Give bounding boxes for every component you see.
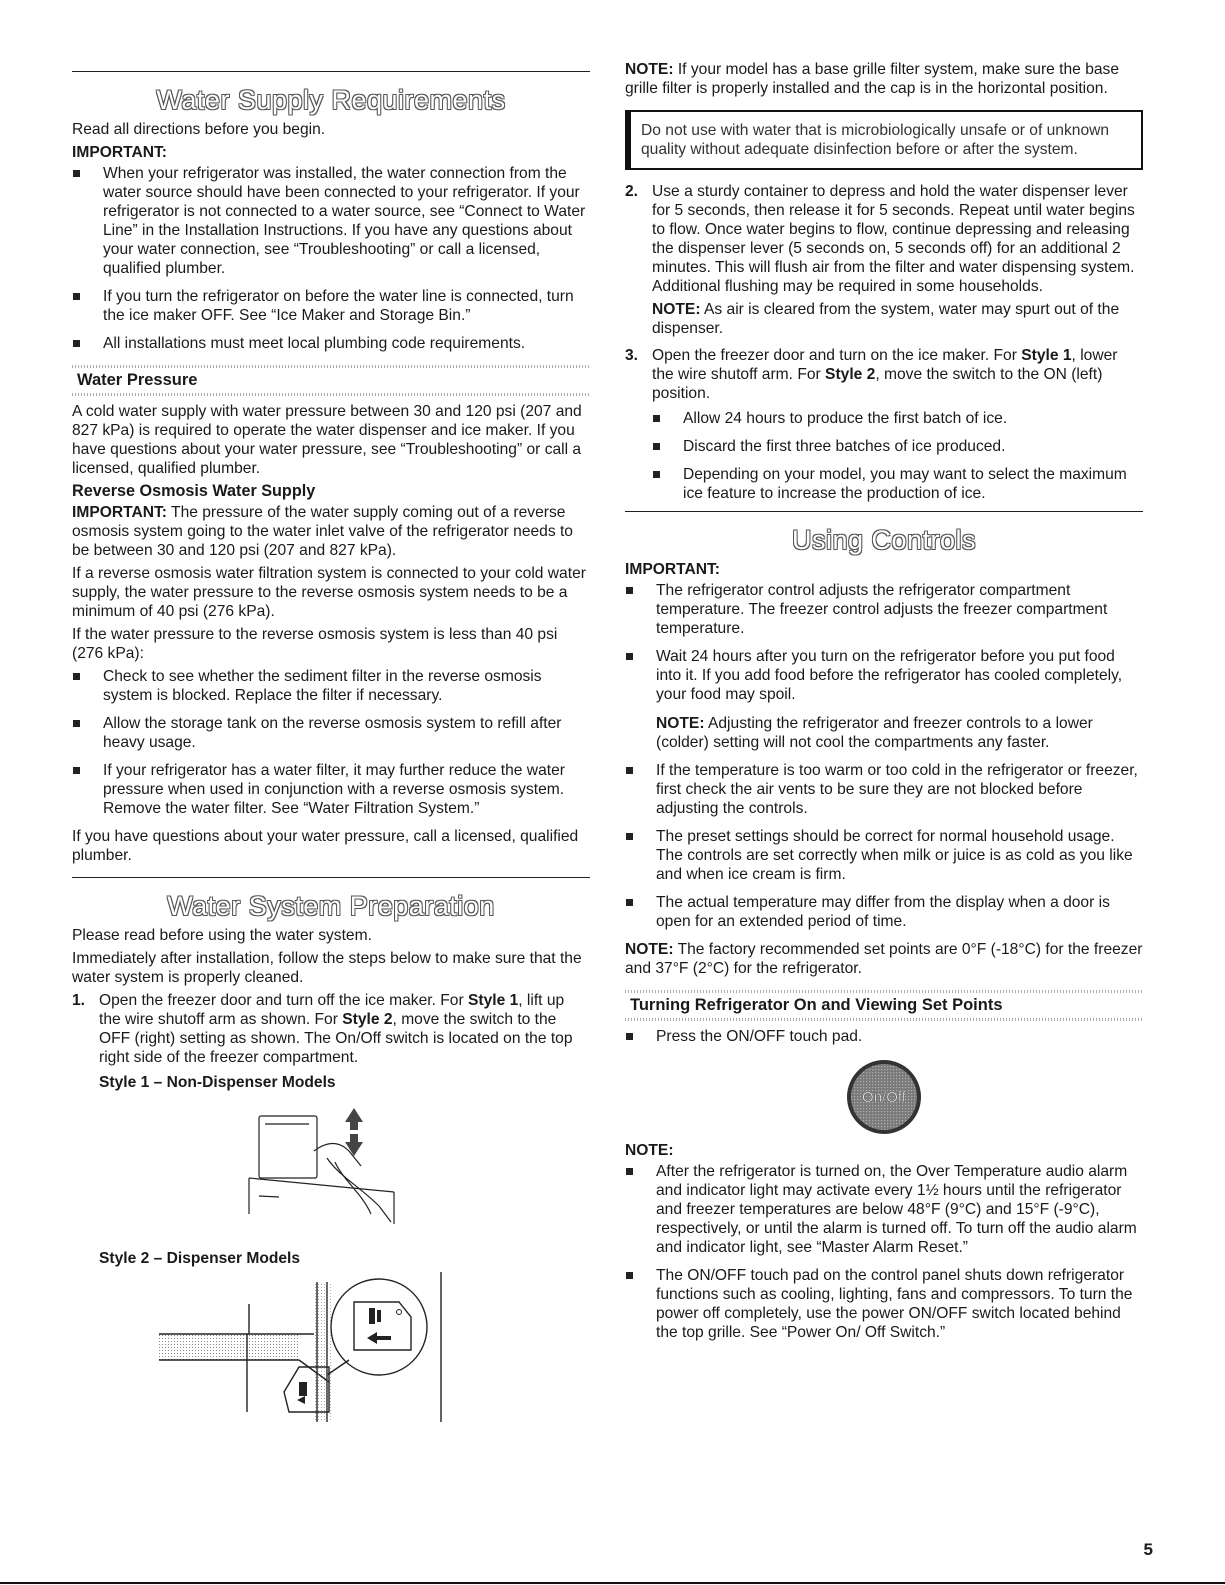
ro-important-text: The pressure of the water supply coming out of a reverse osmosis system going to the water inlet valve of the refrigerator needs to be between 30 and 120 psi (207 and 827 kPa). (72, 504, 573, 559)
note-label: NOTE: (625, 61, 674, 78)
list-item: If the temperature is too warm or too cold in the refrigerator or freezer, first check the air vents to be sure they are not blocked before adjusting the controls. (625, 761, 1143, 818)
water-pressure-p1: A cold water supply with water pressure between 30 and 120 psi (207 and 827 kPa) is required to operate the water dispenser and ice maker. If you have questions about your water pressure, see “Troubleshooting” or call a licensed, qualified plumber. (72, 403, 582, 477)
step-text: Open the freezer door and turn off the ice maker. For (99, 992, 468, 1009)
warning-box: Do not use with water that is microbiologically unsafe or of unknown quality without adequate disinfection before or after the system. (625, 110, 1143, 170)
water-pressure-p3: If the water pressure to the reverse osmosis system is less than 40 psi (276 kPa): (72, 626, 558, 662)
on-off-touch-pad (625, 1055, 1143, 1137)
list-item: After the refrigerator is turned on, the Over Temperature audio alarm and indicator light may activate every 1½ hours until the refrigerator and freezer temperatures are below 48°F (9°C) and 15°F (-9°C), respectively, or until the alarm is turned off. To turn off the audio alarm and indicator light, see “Master Alarm Reset.” (625, 1162, 1143, 1257)
step-style-ref: Style 1 (1021, 347, 1072, 364)
step-note (652, 300, 1143, 338)
list-item: When your refrigerator was installed, the water connection from the water source should have been connected to your refrigerator. If your refrigerator is not connected to a water source, see “Connect to Water Line” in the Installation Instructions. If you have any questions about your water connection, see “Troubleshooting” or call a licensed, qualified plumber. (72, 164, 590, 278)
step-style-ref: Style 2 (342, 1011, 393, 1028)
prep-steps (72, 991, 590, 1422)
list-item: Press the ON/OFF touch pad. (625, 1027, 1143, 1046)
water-pressure-p2: If a reverse osmosis water filtration system is connected to your cold water supply, the water pressure to the reverse osmosis system needs to be a minimum of 40 psi (276 kPa). (72, 565, 586, 620)
ro-important (72, 503, 590, 560)
list-item: All installations must meet local plumbing code requirements. (72, 334, 590, 353)
list-item: The actual temperature may differ from the display when a door is open for an extended period of time. (625, 893, 1143, 931)
style2-illustration (99, 1272, 590, 1422)
step-text-part: Open the freezer door and turn on the ice maker. For (652, 347, 1022, 364)
page-bottom-rule (0, 1582, 1225, 1584)
on-off-label: On/Off (862, 1089, 906, 1106)
section-rule (72, 71, 590, 72)
step-3 (625, 346, 1143, 503)
step-text (652, 346, 1143, 403)
step-style-ref: Style 1 (467, 992, 519, 1009)
step-text: , move the switch to the OFF (right) setting as shown. The On/Off switch is located on the top right side of the freezer compartment. (99, 1011, 573, 1066)
step-2 (625, 182, 1143, 338)
note-text: Adjusting the refrigerator and freezer controls to a lower (colder) setting will not cool the compartments any faster. (656, 715, 1093, 751)
note-text: As air is cleared from the system, water may spurt out of the dispenser. (652, 301, 1120, 337)
important-label: IMPORTANT: (72, 144, 167, 161)
turning-on-heading: Turning Refrigerator On and Viewing Set Points (625, 990, 1143, 1021)
section-rule (625, 511, 1143, 512)
water-supply-intro: Read all directions before you begin. (72, 121, 326, 138)
water-system-prep-title: Water System Preparation (167, 891, 495, 921)
style1-illustration (99, 1096, 590, 1231)
list-item (625, 647, 1143, 752)
section-rule (72, 877, 590, 878)
step-1 (72, 991, 590, 1422)
step-text-part: , move the switch to the ON (left) position. (652, 366, 1103, 402)
step-number: 2. (625, 183, 639, 200)
step-text-part: , lower the wire shutoff arm. For (652, 347, 1118, 383)
list-item-text: Wait 24 hours after you turn on the refrigerator before you put food into it. If you add food before the refrigerator has cooled completely, your food may spoil. (656, 648, 1123, 703)
list-item: The refrigerator control adjusts the refrigerator compartment temperature. The freezer control adjusts the freezer compartment temperature. (625, 581, 1143, 638)
note-label: NOTE: (625, 1142, 674, 1159)
prep-steps-continued (625, 182, 1143, 503)
important-label: IMPORTANT: (625, 561, 720, 578)
style1-label: Style 1 – Non-Dispenser Models (99, 1074, 336, 1091)
ro-important-label: IMPORTANT: (72, 504, 167, 521)
style2-label: Style 2 – Dispenser Models (99, 1250, 301, 1267)
note-label: NOTE: (656, 715, 705, 732)
step-number: 3. (625, 347, 639, 364)
list-item: If your refrigerator has a water filter, it may further reduce the water pressure when used in conjunction with a reverse osmosis system. Remove the water filter. See “Water Filtration System.” (72, 761, 590, 818)
ro-bullets (72, 667, 590, 818)
step-text: Use a sturdy container to depress and hold the water dispenser lever for 5 seconds, then release it for 5 seconds. Repeat until water begins to flow. Once water begins to flow, continue depressing and releasing the dispenser lever (5 seconds on, 5 seconds off) for an additional 2 minutes. This will flush air from the filter and water dispensing system. Additional flushing may be required in some households. (652, 183, 1135, 295)
step-style-ref: Style 2 (825, 366, 876, 383)
list-item: Allow the storage tank on the reverse osmosis system to refill after heavy usage. (72, 714, 590, 752)
list-item: The preset settings should be correct for normal household usage. The controls are set correctly when milk or juice is as cold as you like and when ice cream is firm. (625, 827, 1143, 884)
list-item: Depending on your model, you may want to select the maximum ice feature to increase the production of ice. (652, 465, 1143, 503)
water-supply-title: Water Supply Requirements (156, 85, 506, 115)
reverse-osmosis-heading: Reverse Osmosis Water Supply (72, 482, 316, 500)
controls-note (656, 714, 1143, 752)
list-item: Discard the first three batches of ice produced. (652, 437, 1143, 456)
step3-bullets (652, 409, 1143, 503)
using-controls-title: Using Controls (791, 525, 977, 555)
note-text: The factory recommended set points are 0°F (-18°C) for the freezer and 37°F (2°C) for the refrigerator. (625, 941, 1143, 977)
water-pressure-p4: If you have questions about your water pressure, call a licensed, qualified plumber. (72, 828, 579, 864)
list-item: The ON/OFF touch pad on the control panel shuts down refrigerator functions such as cooling, lighting, fans and compressors. To turn the power off completely, use the power ON/OFF switch located behind the top grille. See “Power On/ Off Switch.” (625, 1266, 1143, 1342)
on-off-button-icon (839, 1057, 929, 1139)
water-pressure-heading: Water Pressure (72, 365, 590, 396)
right-column (625, 60, 1143, 1351)
set-points-note (625, 940, 1143, 978)
step-text: , lift up the wire shutoff arm as shown. For (99, 992, 565, 1028)
base-grille-note (625, 60, 1143, 98)
turning-on-note-bullets (625, 1162, 1143, 1342)
prep-p1: Please read before using the water system. (72, 927, 372, 944)
controls-bullets (625, 581, 1143, 931)
step-number: 1. (72, 992, 86, 1009)
turning-on-bullets (625, 1027, 1143, 1046)
list-item: Allow 24 hours to produce the first batch of ice. (652, 409, 1143, 428)
note-text: If your model has a base grille filter system, make sure the base grille filter is properly installed and the cap is in the horizontal position. (625, 61, 1120, 97)
list-item: Check to see whether the sediment filter in the reverse osmosis system is blocked. Replace the filter if necessary. (72, 667, 590, 705)
note-label: NOTE: (625, 941, 674, 958)
prep-p2: Immediately after installation, follow the steps below to make sure that the water system is properly cleaned. (72, 950, 582, 986)
page-number: 5 (1143, 1540, 1153, 1559)
left-column (72, 60, 590, 1430)
water-supply-bullets (72, 164, 590, 353)
note-label: NOTE: (652, 301, 701, 318)
list-item: If you turn the refrigerator on before the water line is connected, turn the ice maker OFF. See “Ice Maker and Storage Bin.” (72, 287, 590, 325)
